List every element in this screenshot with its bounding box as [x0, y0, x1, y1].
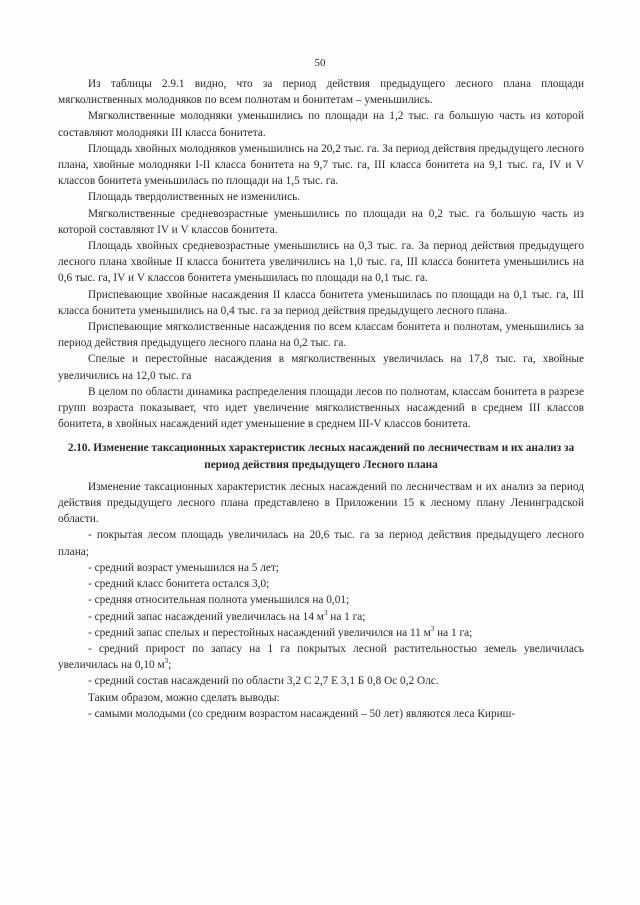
paragraph: Мягколиственные средневозрастные уменьшились по площади на 0,2 тыс. га большую часть из которой составляют IV и V классов бонитета. — [58, 207, 584, 236]
list-item: - средняя относительная полнота уменьшился на 0,01; — [88, 594, 350, 607]
paragraph: В целом по области динамика распределения площади лесов по полнотам, классам бонитета в разрезе групп возраста показывает, что идет увеличение мягколиственных насаждений в среднем III классов бонитета, в хвойных насаждений идет уменьшение в среднем III-V классов бонитета. — [58, 385, 584, 431]
paragraph: Площадь хвойных средневозрастные уменьшились на 0,3 тыс. га. За период действия предыдущего лесного плана хвойные II класса бонитета увеличились на 1,0 тыс. га, III класса бонитета уменьшились на 0,6 тыс. га, IV и V классов бонитета уменьшилась по площади на 0,1 тыс. га. — [58, 240, 584, 285]
paragraph: Мягколиственные молодняки уменьшились по площади на 1,2 тыс. га большую часть из которой составляют молодняки III класса бонитета. — [58, 110, 584, 139]
mature-text-end: на 1 га; — [434, 626, 473, 639]
paragraph: Спелые и перестойные насаждения в мягколиственных увеличилась на 17,8 тыс. га, хвойные увеличились на 12,0 тыс. га — [58, 353, 584, 382]
list-item-growth — [58, 641, 584, 673]
intro-paragraph: Изменение таксационных характеристик лесных насаждений по лесничествам и их анализ за период действия предыдущего лесного плана представлено в Приложении 15 к лесному плану Ленинградской области. — [58, 480, 584, 526]
paragraph: Приспевающие мягколиственные насаждения по всем классам бонитета и полнотам, уменьшились за период действия предыдущего лесного плана на 0,2 тыс. га. — [58, 321, 584, 350]
paragraph: Приспевающие хвойные насаждения II класса бонитета уменьшилась по площади на 0,1 тыс. га, III класса бонитета уменьшились на 0,4 тыс. га за период действия предыдущего лесного плана. — [58, 288, 584, 317]
paragraph: Из таблицы 2.9.1 видно, что за период действия предыдущего лесного плана площади мягколиственных молодняков по всем полнотам и бонитетам – уменьшились. — [58, 78, 584, 107]
list-item-composition: - средний состав насаждений по области 3,2 С 2,7 Е 3,1 Б 0,8 Ос 0,2 Олс. — [88, 675, 439, 688]
stock-text: - средний запас насаждений увеличилась на 14 м — [88, 610, 324, 623]
list-item: - покрытая лесом площадь увеличилась на 20,6 тыс. га за период действия предыдущего лесного плана; — [58, 529, 584, 558]
superscript: 3 — [323, 608, 328, 617]
list-item-stock — [58, 609, 584, 625]
paragraph: Площадь твердолиственных не изменились. — [88, 191, 301, 204]
conclusion-paragraph: Таким образом, можно сделать выводы: — [88, 691, 280, 704]
list-item-last: - самыми молодыми (со средним возрастом насаждений – 50 лет) являются леса Кириш- — [88, 707, 516, 720]
mature-text: - средний запас спелых и перестойных насаждений увеличился на 11 м — [88, 626, 431, 639]
superscript: 3 — [430, 624, 435, 633]
document-body — [58, 76, 584, 722]
section-heading: 2.10. Изменение таксационных характеристик лесных насаждений по лесничествам и их анализ за период действия предыдущего Лесного плана — [67, 442, 575, 471]
superscript: 3 — [164, 657, 169, 666]
growth-text: - средний прирост по запасу на 1 га покрытых лесной растительностью земель увеличилась увеличилась на 0,10 м — [58, 642, 584, 672]
list-item-mature-stock — [58, 625, 584, 641]
list-item: - средний возраст уменьшился на 5 лет; — [88, 561, 279, 574]
stock-text-end: на 1 га; — [327, 610, 366, 623]
growth-text-end: ; — [168, 659, 172, 672]
paragraph: Площадь хвойных молодняков уменьшились на 20,2 тыс. га. За период действия предыдущего лесного плана, хвойные молодняки I-II класса бонитета на 9,7 тыс. га, III класса бонитета на 9,1 тыс. га, IV и V классов бонитета уменьшилась по площади на 1,5 тыс. га. — [58, 142, 584, 188]
page-number: 50 — [314, 57, 326, 69]
list-item: - средний класс бонитета остался 3,0; — [88, 578, 270, 591]
